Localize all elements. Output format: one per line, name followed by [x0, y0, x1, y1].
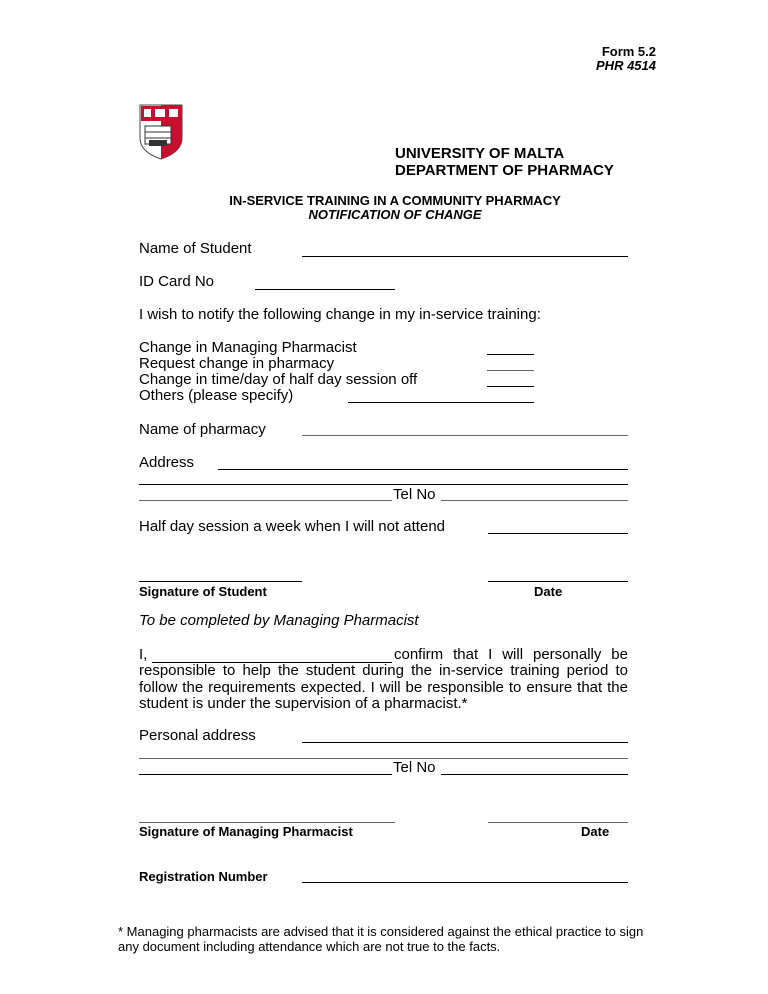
- form-subtitle: NOTIFICATION OF CHANGE: [308, 207, 482, 222]
- pharmacist-date-field[interactable]: [488, 822, 628, 823]
- student-tel-field[interactable]: [441, 500, 628, 501]
- option-change-pharmacy: Request change in pharmacy: [139, 355, 335, 372]
- pharmacist-tel-label: Tel No: [393, 759, 436, 776]
- personal-address-line-1[interactable]: [302, 742, 628, 743]
- confirm-statement: responsible to help the student during the in-service training period to follow the requirements expected. I will be responsible to ensure that the student is under the supervision of a pharmacist.*: [139, 662, 628, 712]
- university-name: UNIVERSITY OF MALTA: [395, 145, 565, 162]
- option-change-time: Change in time/day of half day session off: [139, 371, 418, 388]
- student-date-label: Date: [534, 584, 563, 599]
- address-label: Address: [139, 454, 195, 471]
- pharmacy-name-label: Name of pharmacy: [139, 421, 266, 438]
- address-field-line-3[interactable]: [139, 500, 392, 501]
- option-change-pharmacist-field[interactable]: [487, 354, 534, 355]
- registration-number-field[interactable]: [302, 882, 628, 883]
- university-crest-logo: [139, 104, 183, 160]
- id-card-label: ID Card No: [139, 273, 215, 290]
- option-change-pharmacy-field[interactable]: [487, 370, 534, 371]
- half-day-field[interactable]: [488, 533, 628, 534]
- pharmacist-date-label: Date: [581, 824, 610, 839]
- student-tel-label: Tel No: [393, 486, 436, 503]
- student-signature-field[interactable]: [139, 581, 302, 582]
- department-name: DEPARTMENT OF PHARMACY: [395, 162, 614, 179]
- form-number: Form 5.2: [601, 44, 656, 59]
- personal-address-label: Personal address: [139, 727, 256, 744]
- personal-address-line-3[interactable]: [139, 774, 392, 775]
- pharmacist-section-title: To be completed by Managing Pharmacist: [139, 612, 419, 629]
- student-signature-label: Signature of Student: [139, 584, 267, 599]
- pharmacist-tel-field[interactable]: [441, 774, 628, 775]
- id-card-field[interactable]: [255, 289, 395, 290]
- personal-address-line-2[interactable]: [139, 758, 628, 759]
- pharmacy-name-field[interactable]: [302, 435, 628, 436]
- pharmacist-signature-field[interactable]: [139, 822, 395, 823]
- option-change-time-field[interactable]: [487, 386, 534, 387]
- student-name-field[interactable]: [302, 256, 628, 257]
- option-others-field[interactable]: [348, 402, 534, 403]
- notify-text: I wish to notify the following change in my in-service training:: [139, 306, 541, 323]
- form-title: IN-SERVICE TRAINING IN A COMMUNITY PHARMACY: [229, 193, 561, 208]
- address-field-line-2[interactable]: [139, 484, 628, 485]
- pharmacist-signature-label: Signature of Managing Pharmacist: [139, 824, 353, 839]
- option-change-pharmacist: Change in Managing Pharmacist: [139, 339, 357, 356]
- student-name-label: Name of Student: [139, 240, 252, 257]
- confirm-first-line: confirm that I will personally be: [394, 646, 628, 663]
- footnote: * Managing pharmacists are advised that it is considered against the ethical practice to sign any document including attendance which are not true to the facts.: [118, 924, 644, 954]
- address-field-line-1[interactable]: [218, 469, 628, 470]
- course-code: PHR 4514: [596, 58, 656, 73]
- registration-number-label: Registration Number: [139, 869, 268, 884]
- confirm-prefix: I,: [139, 646, 148, 663]
- student-date-field[interactable]: [488, 581, 628, 582]
- half-day-label: Half day session a week when I will not attend: [139, 518, 445, 535]
- option-others: Others (please specify): [139, 387, 294, 404]
